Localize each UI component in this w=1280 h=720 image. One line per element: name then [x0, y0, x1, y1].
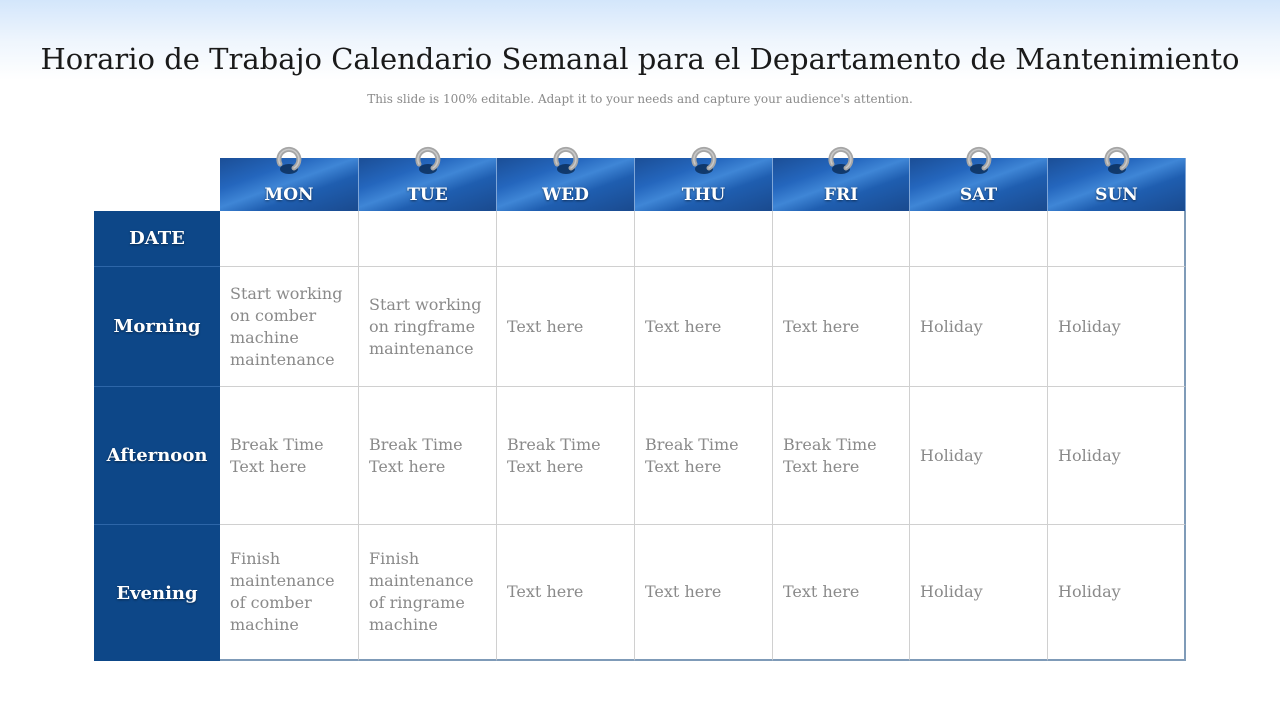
row-header-morning: Morning — [94, 267, 220, 387]
schedule-cell-morning-tue[interactable]: Start working on ringframe maintenance — [359, 267, 497, 387]
schedule-cell-date-sun[interactable] — [1048, 211, 1186, 267]
day-header-fri — [773, 158, 910, 211]
table-corner — [94, 158, 220, 211]
day-label: THU — [681, 185, 726, 205]
schedule-cell-morning-sun[interactable]: Holiday — [1048, 267, 1186, 387]
row-header-date: DATE — [94, 211, 220, 267]
schedule-cell-evening-mon[interactable]: Finish maintenance of comber machine — [220, 525, 359, 661]
schedule-cell-date-wed[interactable] — [497, 211, 635, 267]
schedule-cell-afternoon-fri[interactable]: Break Time Text here — [773, 387, 910, 525]
schedule-cell-morning-sat[interactable]: Holiday — [910, 267, 1048, 387]
slide-subtitle: This slide is 100% editable. Adapt it to your needs and capture your audience's attention. — [367, 92, 913, 106]
day-header-sun — [1048, 158, 1186, 211]
day-label: MON — [264, 185, 314, 205]
schedule-cell-morning-wed[interactable]: Text here — [497, 267, 635, 387]
binder-ring-icon — [549, 142, 583, 182]
binder-ring-icon — [272, 142, 306, 182]
schedule-cell-morning-fri[interactable]: Text here — [773, 267, 910, 387]
day-header-sat — [910, 158, 1048, 211]
weekly-schedule-table — [94, 158, 1186, 661]
row-header-evening: Evening — [94, 525, 220, 661]
schedule-cell-evening-sat[interactable]: Holiday — [910, 525, 1048, 661]
schedule-cell-morning-mon[interactable]: Start working on comber machine maintenance — [220, 267, 359, 387]
schedule-cell-date-tue[interactable] — [359, 211, 497, 267]
schedule-cell-evening-sun[interactable]: Holiday — [1048, 525, 1186, 661]
day-header-thu — [635, 158, 773, 211]
binder-ring-icon — [1100, 142, 1134, 182]
schedule-cell-afternoon-sat[interactable]: Holiday — [910, 387, 1048, 525]
schedule-cell-afternoon-tue[interactable]: Break Time Text here — [359, 387, 497, 525]
binder-ring-icon — [962, 142, 996, 182]
day-label: FRI — [823, 185, 859, 205]
schedule-cell-evening-fri[interactable]: Text here — [773, 525, 910, 661]
row-header-afternoon: Afternoon — [94, 387, 220, 525]
schedule-cell-afternoon-sun[interactable]: Holiday — [1048, 387, 1186, 525]
schedule-cell-afternoon-wed[interactable]: Break Time Text here — [497, 387, 635, 525]
day-label: TUE — [407, 185, 448, 205]
binder-ring-icon — [687, 142, 721, 182]
day-header-tue — [359, 158, 497, 211]
schedule-cell-date-thu[interactable] — [635, 211, 773, 267]
schedule-cell-date-sat[interactable] — [910, 211, 1048, 267]
schedule-cell-date-mon[interactable] — [220, 211, 359, 267]
schedule-cell-afternoon-thu[interactable]: Break Time Text here — [635, 387, 773, 525]
day-header-wed — [497, 158, 635, 211]
day-label: SUN — [1095, 185, 1138, 205]
schedule-cell-evening-tue[interactable]: Finish maintenance of ringrame machine — [359, 525, 497, 661]
day-label: WED — [542, 185, 589, 205]
schedule-cell-evening-wed[interactable]: Text here — [497, 525, 635, 661]
binder-ring-icon — [824, 142, 858, 182]
day-label: SAT — [959, 185, 998, 205]
schedule-cell-date-fri[interactable] — [773, 211, 910, 267]
schedule-cell-morning-thu[interactable]: Text here — [635, 267, 773, 387]
slide-title: Horario de Trabajo Calendario Semanal para el Departamento de Mantenimiento — [40, 42, 1240, 76]
day-header-mon — [220, 158, 359, 211]
schedule-cell-afternoon-mon[interactable]: Break Time Text here — [220, 387, 359, 525]
schedule-cell-evening-thu[interactable]: Text here — [635, 525, 773, 661]
binder-ring-icon — [411, 142, 445, 182]
